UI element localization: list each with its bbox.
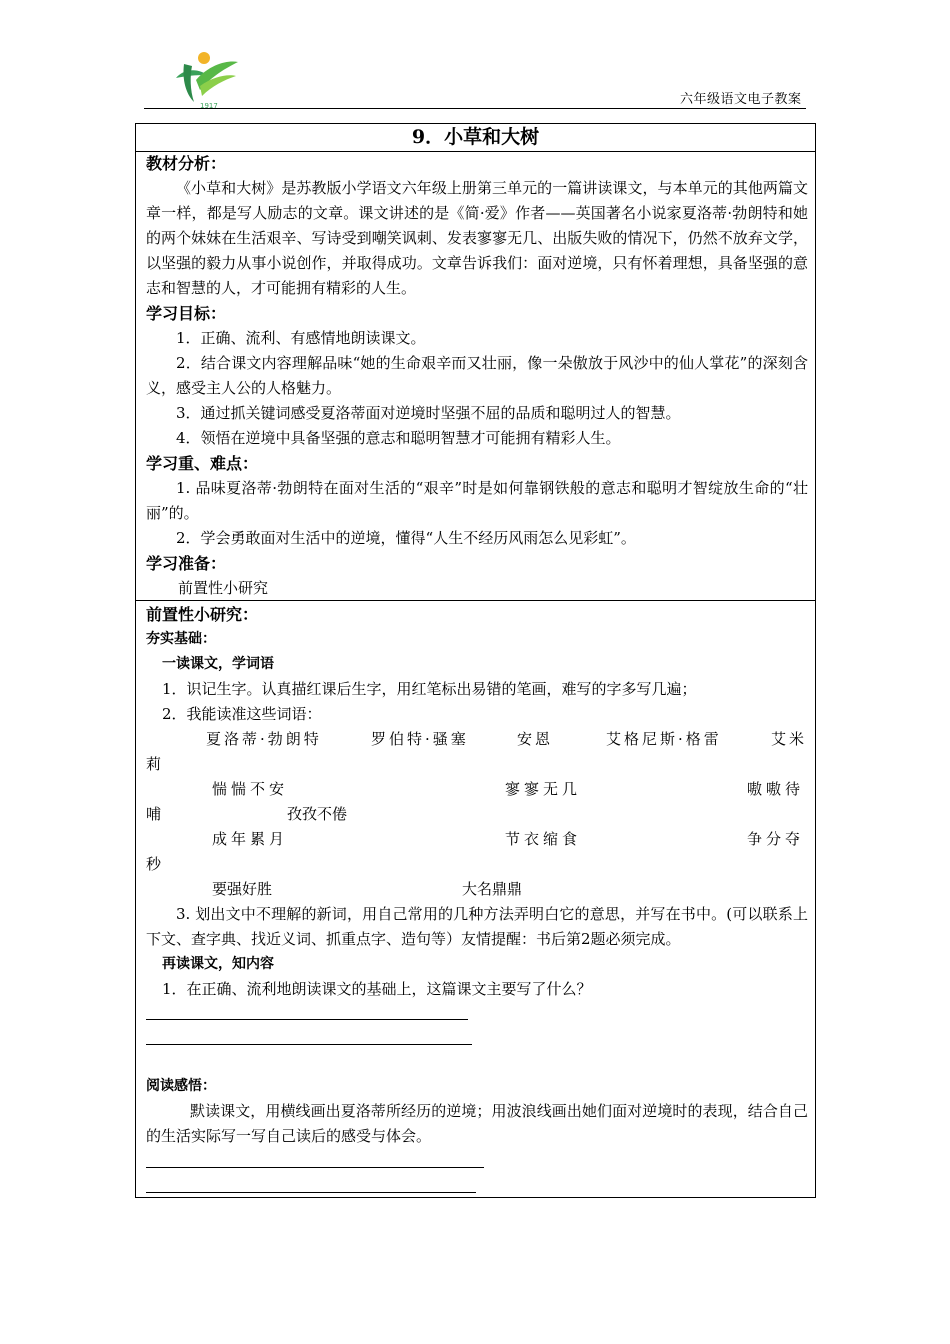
lesson-title: 9．小草和大树	[136, 124, 815, 152]
vocab-word: 要强好胜	[212, 880, 273, 898]
reading-heading: 阅读感悟：	[146, 1078, 216, 1094]
research-heading: 前置性小研究：	[146, 605, 259, 624]
vocab-word: 节衣缩食	[505, 830, 582, 848]
key-point-item: 2．学会勇敢面对生活中的逆境，懂得“人生不经历风雨怎么见彩虹”。	[176, 529, 636, 547]
header-doc-type: 六年级语文电子教案	[680, 92, 802, 107]
lesson-overview-section	[136, 124, 815, 601]
vocab-word: 惴惴不安	[212, 780, 289, 798]
goals-heading: 学习目标：	[146, 304, 227, 323]
lesson-plan-table	[135, 123, 816, 1198]
answer-blank-line	[146, 1019, 468, 1020]
vocab-word-wrap: 哺	[146, 805, 162, 823]
part2-heading: 再读课文，知内容	[162, 956, 274, 972]
part1-heading: 一读课文，学词语	[162, 656, 274, 672]
vocab-word: 争分夺	[747, 830, 805, 848]
answer-blank-line	[146, 1167, 484, 1168]
vocab-word: 艾米	[771, 730, 808, 748]
answer-blank-line	[146, 1044, 472, 1045]
reading-body: 默读课文，用横线画出夏洛蒂所经历的逆境；用波浪线画出她们面对逆境时的表现，结合自己的生活实际写一写自己读后的感受与体会。	[146, 1102, 808, 1145]
goal-item: 3．通过抓关键词感受夏洛蒂面对逆境时坚强不屈的品质和聪明过人的智慧。	[176, 404, 681, 422]
vocab-word: 夏洛蒂·勃朗特	[206, 730, 322, 748]
prep-body: 前置性小研究	[178, 579, 269, 597]
goal-item: 2．结合课文内容理解品味“她的生命艰辛而又壮丽，像一朵傲放于风沙中的仙人掌花”的深刻含义，感受主人公的人格魅力。	[146, 354, 808, 397]
vocab-word: 安恩	[517, 730, 554, 748]
vocab-word: 孜孜不倦	[287, 805, 348, 823]
vocab-word: 嗷嗷待	[747, 780, 805, 798]
vocab-word: 大名鼎鼎	[462, 880, 523, 898]
vocab-word-wrap: 秒	[146, 855, 162, 873]
header-rule	[144, 108, 806, 109]
school-logo	[170, 50, 242, 110]
analysis-heading: 教材分析：	[146, 154, 227, 173]
vocab-word: 艾格尼斯·格雷	[606, 730, 722, 748]
vocab-word: 寥寥无几	[505, 780, 582, 798]
vocab-word: 罗伯特·骚塞	[371, 730, 469, 748]
goal-item: 1．正确、流利、有感情地朗读课文。	[176, 329, 426, 347]
vocab-word-wrap: 莉	[146, 755, 162, 773]
research-item-2: 2．我能读准这些词语：	[162, 705, 322, 723]
goal-item: 4．领悟在逆境中具备坚强的意志和聪明智慧才可能拥有精彩人生。	[176, 429, 621, 447]
key-point-item: 1. 品味夏洛蒂·勃朗特在面对生活的“艰辛”时是如何靠钢铁般的意志和聪明才智绽放生命的“壮丽”的。	[146, 479, 808, 522]
research-item-3: 3. 划出文中不理解的新词，用自己常用的几种方法弄明白它的意思，并写在书中。(可以联系上下文、查字典、找近义词、抓重点字、造句等）友情提醒：书后第2题必须完成。	[146, 905, 808, 948]
key-points-heading: 学习重、难点：	[146, 454, 259, 473]
answer-blank-line	[146, 1192, 476, 1193]
part2-item-1: 1．在正确、流利地朗读课文的基础上，这篇课文主要写了什么？	[162, 980, 592, 998]
analysis-body: 《小草和大树》是苏教版小学语文六年级上册第三单元的一篇讲读课文，与本单元的其他两篇文章一样，都是写人励志的文章。课文讲述的是《简·爱》作者——英国著名小说家夏洛蒂·勃朗特和她的两个妹妹在生活艰辛、写诗受到嘲笑讽刺、发表寥寥无几、出版失败的情况下，仍然不放弃文学，以坚强的毅力从事小说创作，并取得成功。文章告诉我们：面对逆境，只有怀着理想，具备坚强的意志和智慧的人，才可能拥有精彩的人生。	[146, 179, 808, 297]
logo-year: 1917	[200, 102, 218, 110]
basics-heading: 夯实基础：	[146, 631, 216, 647]
prep-heading: 学习准备：	[146, 554, 227, 573]
research-item-1: 1．识记生字。认真描红课后生字，用红笔标出易错的笔画，难写的字多写几遍；	[162, 680, 697, 698]
vocab-word: 成年累月	[212, 830, 289, 848]
